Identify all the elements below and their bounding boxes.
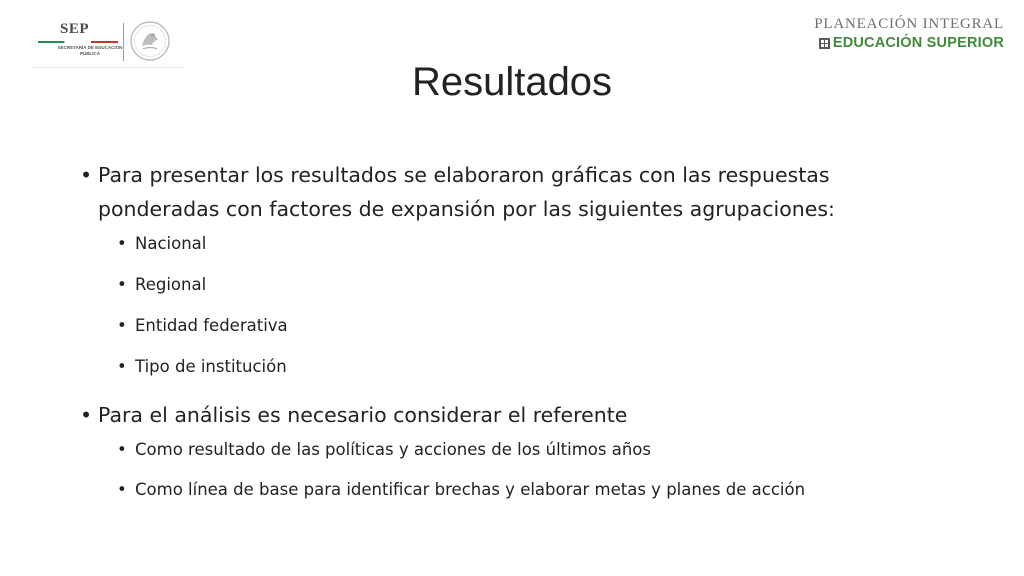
sub-bullet-item: • Tipo de institución — [117, 357, 950, 377]
bullet-item: • Para el análisis es necesario considerar el referente — [80, 398, 950, 432]
sub-bullet-list — [80, 440, 950, 500]
bullet-item: • Para presentar los resultados se elaboraron gráficas con las respuestas ponderadas con factores de expansión por las siguientes agrupaciones: — [80, 158, 950, 226]
sep-logo-divider — [123, 23, 124, 61]
sub-bullet-item: • Nacional — [117, 234, 950, 254]
sep-logo-subtitle: SECRETARÍA DE EDUCACIÓN PÚBLICA — [57, 45, 123, 56]
mexican-eagle-seal-icon — [129, 20, 171, 62]
planeacion-logo-top-text: PLANEACIÓN INTEGRAL — [814, 16, 1004, 32]
grid-square-icon — [819, 38, 830, 49]
planeacion-logo-bottom-text: EDUCACIÓN SUPERIOR — [832, 35, 1004, 51]
sub-bullet-item: • Como línea de base para identificar brechas y elaborar metas y planes de acción — [117, 480, 950, 500]
sub-bullet-item: • Regional — [117, 275, 950, 295]
planeacion-integral-logo — [798, 16, 1004, 56]
sub-bullet-item: • Entidad federativa — [117, 316, 950, 336]
sep-logo-name: SEP — [60, 21, 90, 37]
sub-bullet-item: • Como resultado de las políticas y acciones de los últimos años — [117, 440, 950, 460]
sub-bullet-list — [80, 234, 950, 377]
slide-content — [80, 158, 950, 520]
planeacion-logo-bottom — [819, 35, 1004, 51]
sep-logo-stripe — [38, 41, 118, 43]
slide-title: Resultados — [411, 60, 613, 104]
